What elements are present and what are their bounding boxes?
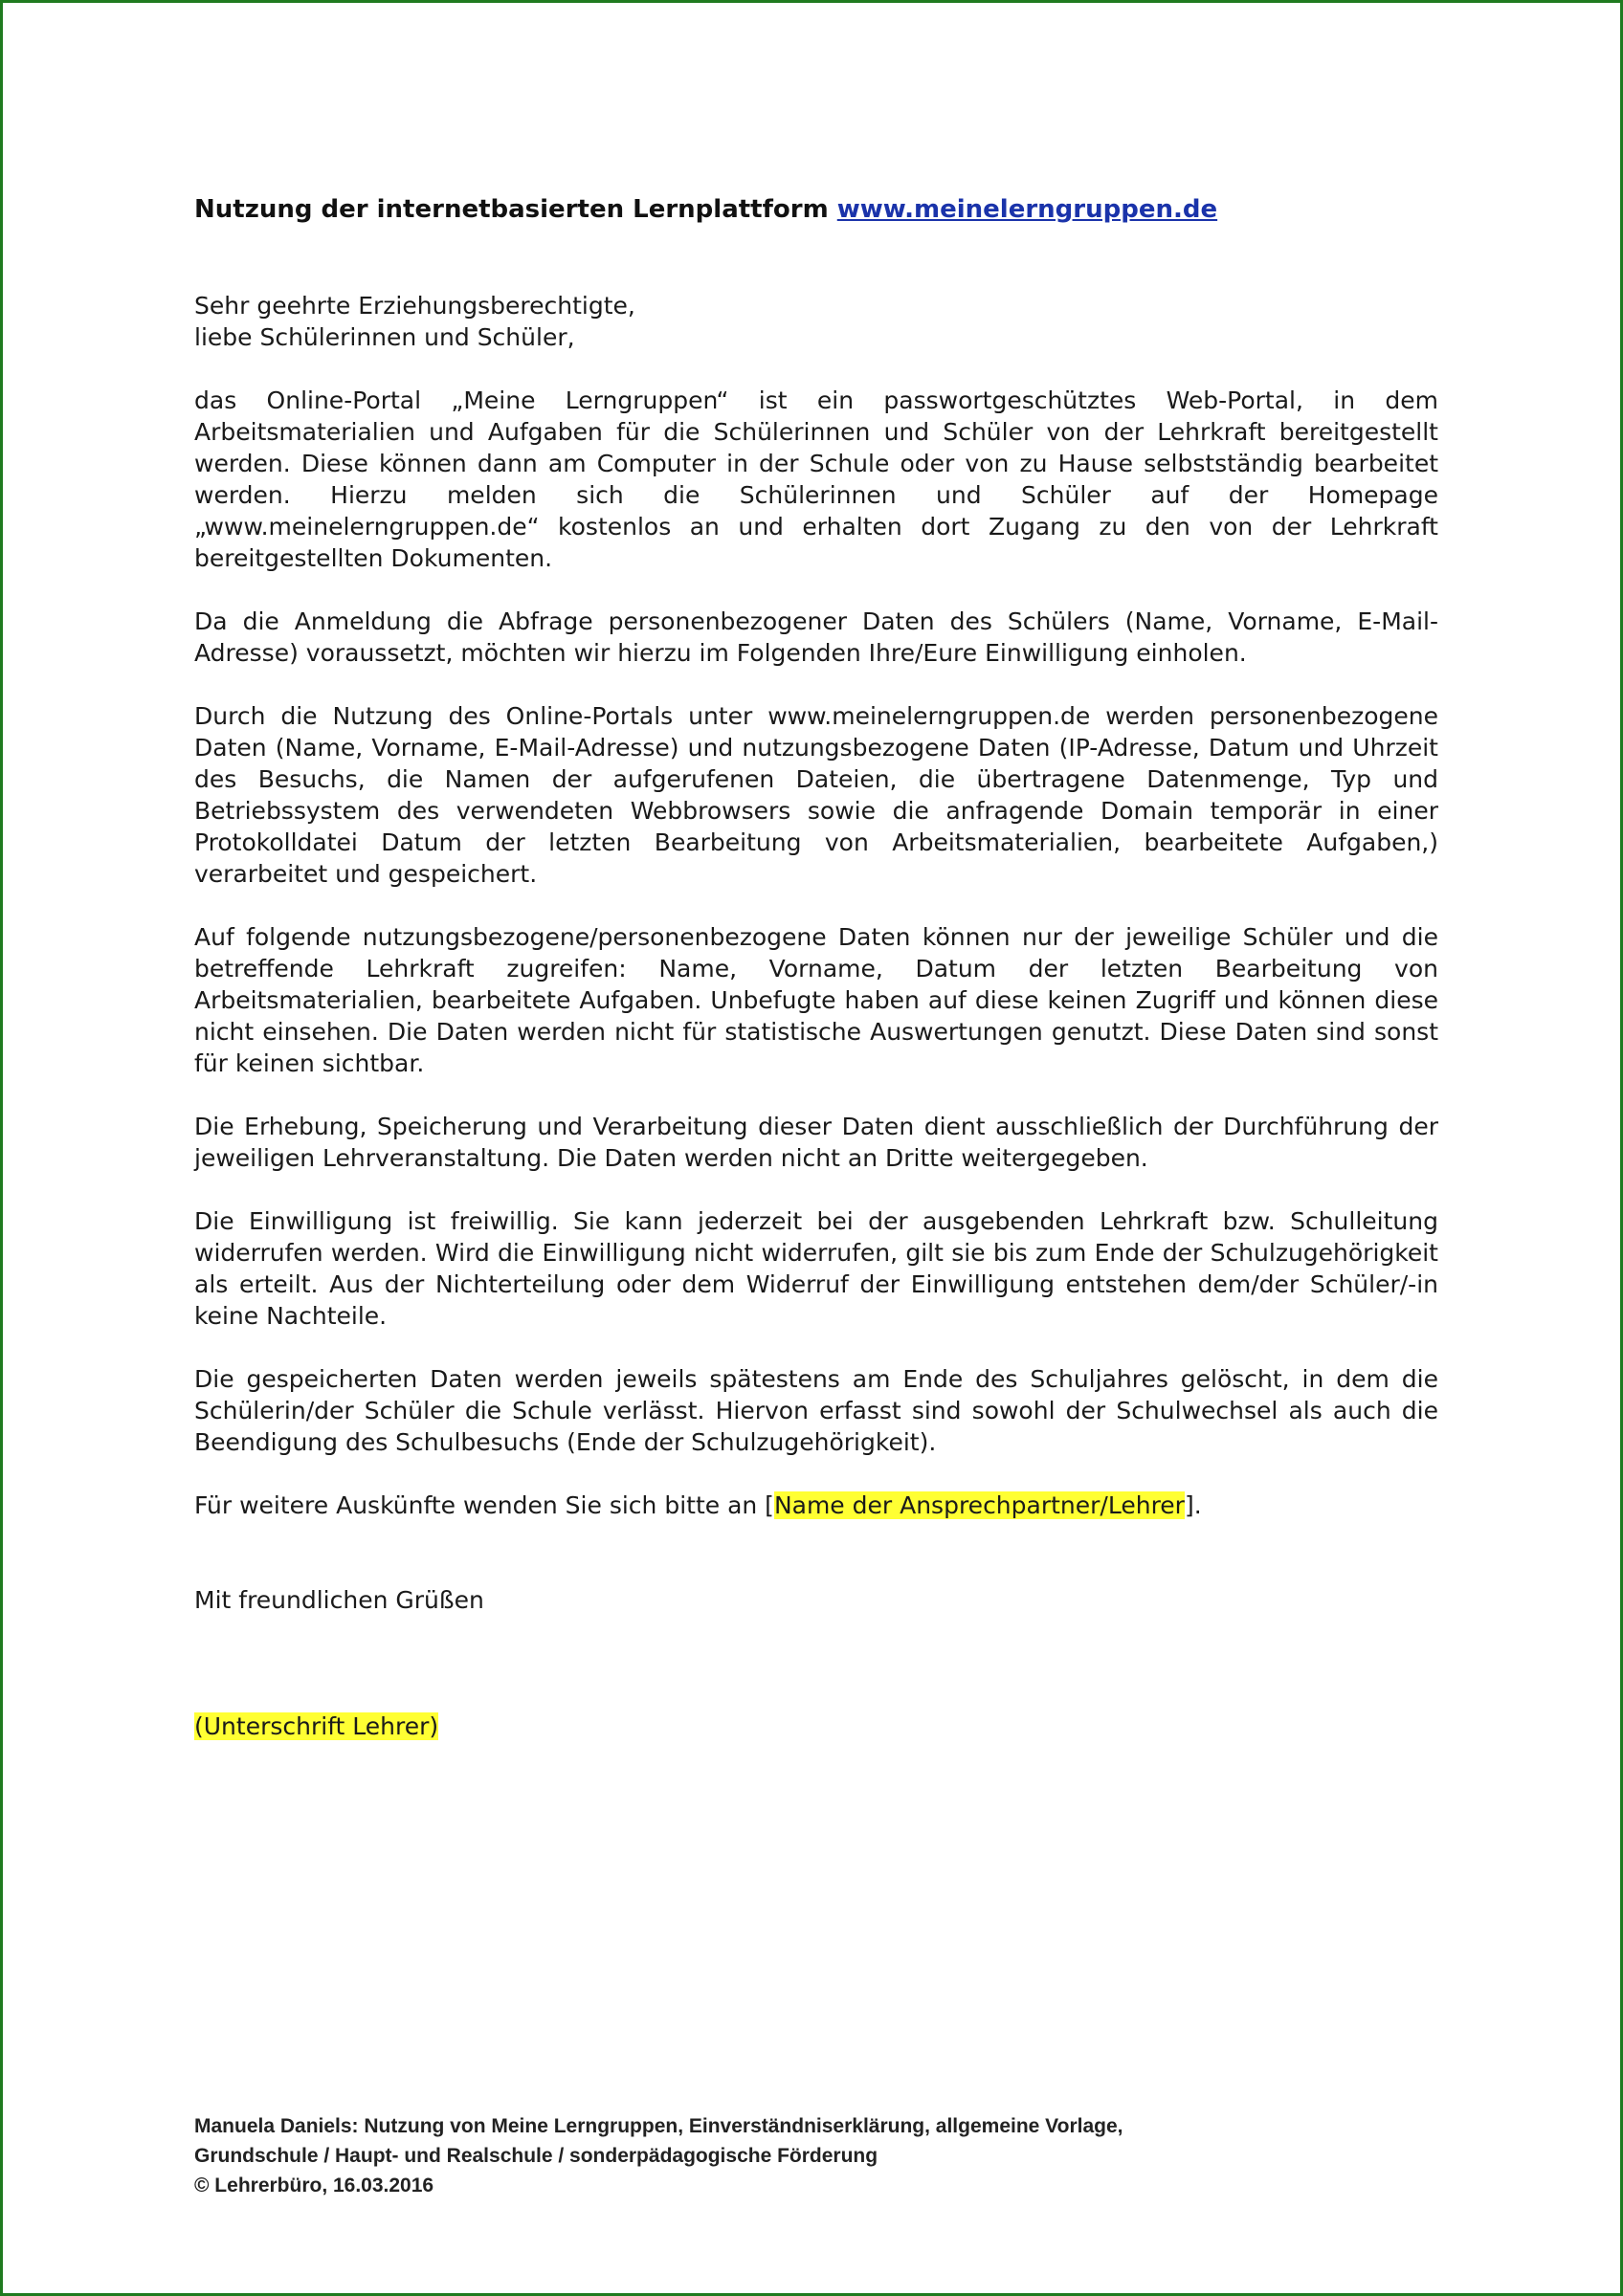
- footer-line-1: Manuela Daniels: Nutzung von Meine Lerngruppen, Einverständniserklärung, allgemeine Vorlage,: [194, 2115, 1123, 2137]
- paragraph-data-access: Auf folgende nutzungsbezogene/personenbezogene Daten können nur der jeweilige Schüler und die betreffende Lehrkraft zugreifen: Name, Vorname, Datum der letzten Bearbeitung von Arbeitsmaterialien, bearbeitete Aufgaben. Unbefugte haben auf diese keinen Zugriff und können diese nicht einsehen. Die Daten werden nicht für statistische Auswertungen genutzt. Diese Daten sind sonst für keinen sichtbar.: [194, 923, 1438, 1077]
- document-title: [194, 192, 1438, 227]
- contact-suffix: ].: [1184, 1491, 1202, 1519]
- salutation-line-2: liebe Schülerinnen und Schüler,: [194, 323, 575, 351]
- closing-line: Mit freundlichen Grüßen: [194, 1586, 484, 1614]
- paragraph-data-collected: Durch die Nutzung des Online-Portals unter www.meinelerngruppen.de werden personenbezogene Daten (Name, Vorname, E-Mail-Adresse) und nutzungsbezogene Daten (IP-Adresse, Datum und Uhrzeit des Besuchs, die Namen der aufgerufenen Dateien, die übertragene Datenmenge, Typ und Betriebssystem des verwendeten Webbrowsers sowie die anfragende Domain temporär in einer Protokolldatei Datum der letzten Bearbeitung von Arbeitsmaterialien, bearbeitete Aufgaben,) verarbeitet und gespeichert.: [194, 702, 1438, 888]
- signature-placeholder: (Unterschrift Lehrer): [194, 1712, 439, 1740]
- title-text: Nutzung der internetbasierten Lernplattform: [194, 195, 829, 224]
- paragraph-data-purpose: Die Erhebung, Speicherung und Verarbeitung dieser Daten dient ausschließlich der Durchführung der jeweiligen Lehrveranstaltung. Die Daten werden nicht an Dritte weitergegeben.: [194, 1113, 1438, 1172]
- footer-line-3: © Lehrerbüro, 16.03.2016: [194, 2175, 434, 2197]
- letter-body: [194, 290, 1438, 1742]
- paragraph-consent-request: Da die Anmeldung die Abfrage personenbezogener Daten des Schülers (Name, Vorname, E-Mail-Adresse) voraussetzt, möchten wir hierzu im Folgenden Ihre/Eure Einwilligung einholen.: [194, 607, 1438, 667]
- salutation: [194, 290, 1438, 353]
- footer-line-2: Grundschule / Haupt- und Realschule / sonderpädagogische Förderung: [194, 2145, 878, 2167]
- title-link[interactable]: www.meinelerngruppen.de: [836, 195, 1218, 224]
- paragraph-voluntary: Die Einwilligung ist freiwillig. Sie kann jederzeit bei der ausgebenden Lehrkraft bzw. Schulleitung widerrufen werden. Wird die Einwilligung nicht widerrufen, gilt sie bis zum Ende der Schulzugehörigkeit als erteilt. Aus der Nichterteilung oder dem Widerruf der Einwilligung entstehen dem/der Schüler/-in keine Nachteile.: [194, 1207, 1438, 1330]
- signature-line: [194, 1711, 1438, 1742]
- document-footer: [194, 2111, 1438, 2200]
- contact-prefix: Für weitere Auskünfte wenden Sie sich bitte an [: [194, 1491, 774, 1519]
- contact-placeholder: Name der Ansprechpartner/Lehrer: [773, 1491, 1185, 1519]
- paragraph-portal-intro: das Online-Portal „Meine Lerngruppen“ ist ein passwortgeschütztes Web-Portal, in dem Arbeitsmaterialien und Aufgaben für die Schülerinnen und Schüler von der Lehrkraft bereitgestellt werden. Diese können dann am Computer in der Schule oder von zu Hause selbstständig bearbeitet werden. Hierzu melden sich die Schülerinnen und Schüler auf der Homepage „www.meinelerngruppen.de“ kostenlos an und erhalten dort Zugang zu den von der Lehrkraft bereitgestellten Dokumenten.: [194, 386, 1438, 572]
- paragraph-contact: [194, 1490, 1438, 1521]
- paragraph-deletion: Die gespeicherten Daten werden jeweils spätestens am Ende des Schuljahres gelöscht, in dem die Schülerin/der Schüler die Schule verlässt. Hiervon erfasst sind sowohl der Schulwechsel als auch die Beendigung des Schulbesuchs (Ende der Schulzugehörigkeit).: [194, 1365, 1438, 1456]
- salutation-line-1: Sehr geehrte Erziehungsberechtigte,: [194, 292, 635, 320]
